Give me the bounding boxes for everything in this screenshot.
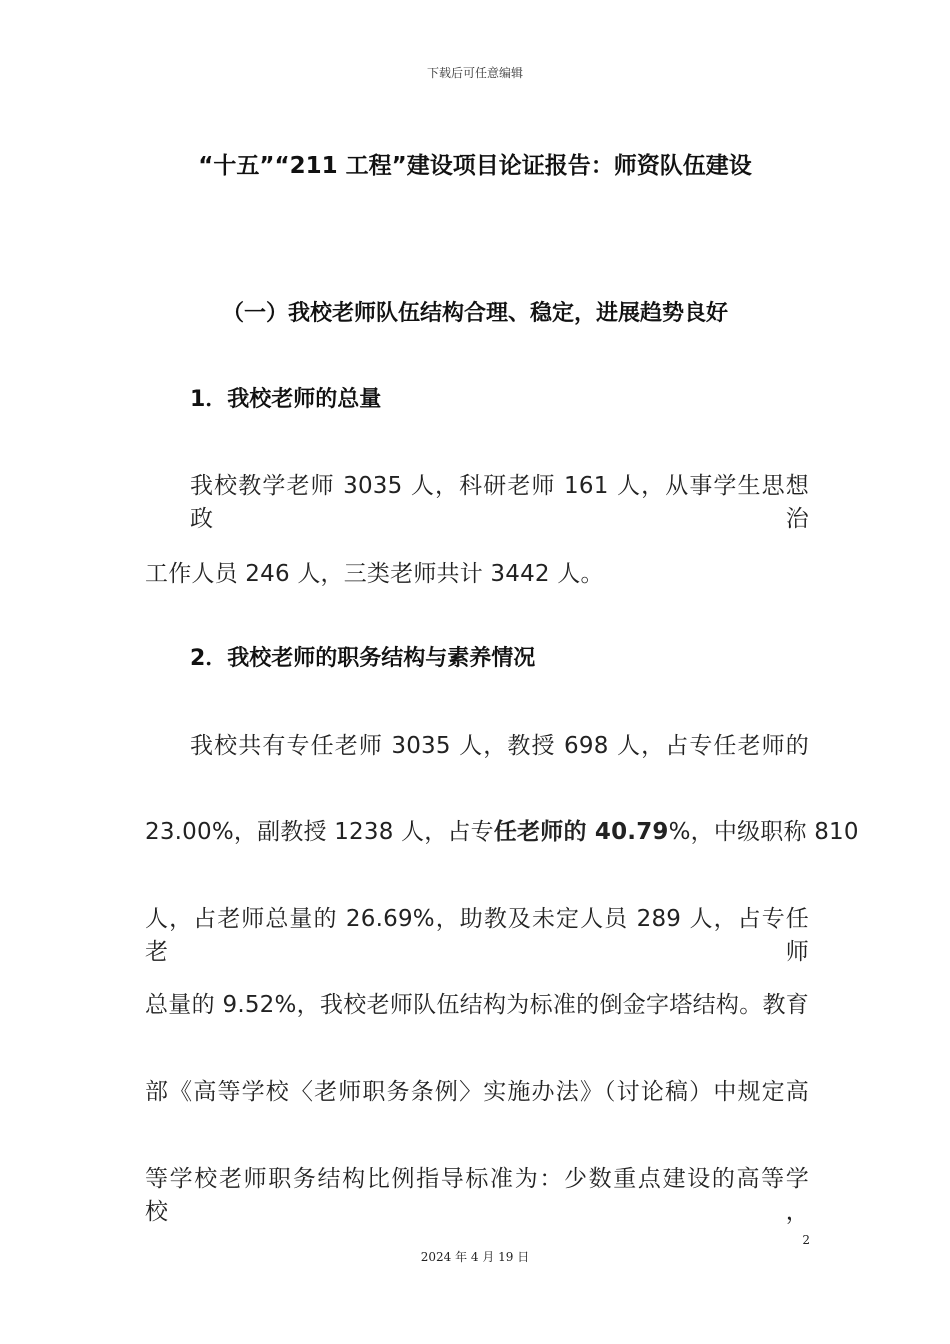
- paragraph-text: 23.00%，副教授 1238 人，占专: [145, 819, 494, 845]
- header-note: 下载后可任意编辑: [426, 66, 523, 80]
- paragraph-text: %，中级职称 810: [668, 819, 859, 845]
- section-heading: （一）我校老师队伍结构合理、稳定，进展趋势良好: [221, 301, 728, 326]
- paragraph-line: 人，占老师总量的 26.69%，助教及未定人员 289 人，占专任老师: [145, 906, 809, 965]
- paragraph-line: 工作人员 246 人，三类老师共计 3442 人。: [145, 561, 604, 587]
- emphasized-text: 任老师的 40.79: [493, 819, 669, 845]
- subsection-heading-1: 1．我校老师的总量: [190, 387, 382, 412]
- paragraph-line: 等学校老师职务结构比例指导标准为：少数重点建设的高等学校，: [145, 1166, 809, 1225]
- paragraph-line: 我校教学老师 3035 人，科研老师 161 人，从事学生思想政治: [190, 473, 809, 532]
- document-title: “十五”“211 工程”建设项目论证报告：师资队伍建设: [198, 153, 752, 179]
- page-number: 2: [802, 1233, 810, 1247]
- footer-date: 2024 年 4 月 19 日: [420, 1250, 530, 1264]
- paragraph-line: [145, 813, 859, 846]
- paragraph-line: 总量的 9.52%，我校老师队伍结构为标准的倒金字塔结构。教育: [145, 992, 809, 1018]
- paragraph-line: 我校共有专任老师 3035 人，教授 698 人，占专任老师的: [190, 733, 809, 759]
- subsection-heading-2: 2．我校老师的职务结构与素养情况: [190, 646, 536, 671]
- paragraph-line: 部《高等学校〈老师职务条例〉实施办法》（讨论稿）中规定高: [145, 1079, 809, 1105]
